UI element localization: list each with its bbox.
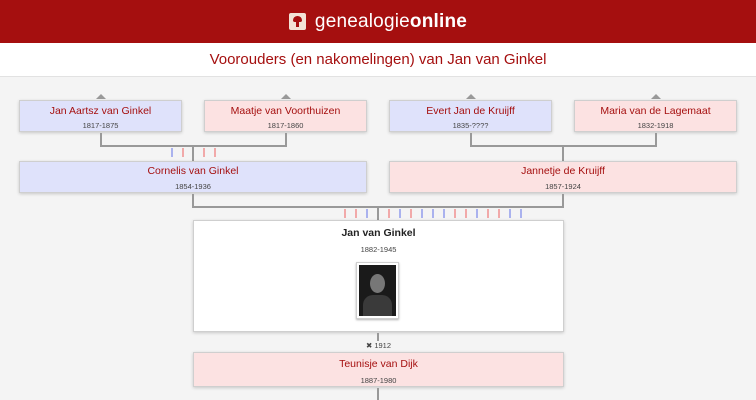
tree-icon bbox=[289, 13, 306, 30]
sibling-marker[interactable] bbox=[366, 209, 368, 218]
sibling-marker[interactable] bbox=[355, 209, 357, 218]
sibling-marker[interactable] bbox=[182, 148, 184, 157]
person-dates: 1882-1945 bbox=[360, 245, 397, 254]
page-title: Voorouders (en nakomelingen) van Jan van Ginkel bbox=[209, 51, 547, 68]
ancestor-card[interactable] bbox=[389, 100, 552, 132]
spouse-card[interactable] bbox=[193, 352, 564, 387]
parent-dates: 1854-1936 bbox=[175, 182, 211, 191]
sibling-marker[interactable] bbox=[454, 209, 456, 218]
ancestor-dates: 1817-1860 bbox=[267, 121, 304, 130]
tree-connector bbox=[562, 146, 564, 161]
site-logo[interactable] bbox=[289, 11, 467, 33]
ancestor-card[interactable] bbox=[204, 100, 367, 132]
sibling-marker[interactable] bbox=[443, 209, 445, 218]
ancestor-card[interactable] bbox=[19, 100, 182, 132]
portrait-body bbox=[363, 295, 392, 316]
sibling-marker[interactable] bbox=[432, 209, 434, 218]
sibling-marker[interactable] bbox=[410, 209, 412, 218]
expand-ancestors-icon[interactable] bbox=[466, 94, 476, 99]
tree-connector bbox=[377, 388, 379, 400]
sibling-marker[interactable] bbox=[509, 209, 511, 218]
ancestor-dates: 1835-???? bbox=[452, 121, 489, 130]
sibling-marker[interactable] bbox=[476, 209, 478, 218]
ancestor-dates: 1817-1875 bbox=[82, 121, 119, 130]
sibling-marker[interactable] bbox=[388, 209, 390, 218]
sibling-marker[interactable] bbox=[203, 148, 205, 157]
ancestor-name[interactable]: Evert Jan de Kruijff bbox=[426, 105, 515, 117]
spouse-name[interactable]: Teunisje van Dijk bbox=[339, 358, 418, 370]
ancestor-name[interactable]: Maatje van Voorthuizen bbox=[230, 105, 341, 117]
sibling-marker[interactable] bbox=[214, 148, 216, 157]
spouse-dates: 1887-1980 bbox=[360, 376, 397, 385]
sibling-marker[interactable] bbox=[465, 209, 467, 218]
portrait-image bbox=[359, 265, 396, 316]
ancestor-name[interactable]: Jan Aartsz van Ginkel bbox=[49, 105, 152, 117]
sibling-marker[interactable] bbox=[498, 209, 500, 218]
parent-card[interactable] bbox=[19, 161, 367, 193]
ancestor-card[interactable] bbox=[574, 100, 737, 132]
marriage-info bbox=[193, 341, 564, 350]
parent-name[interactable]: Cornelis van Ginkel bbox=[147, 165, 239, 177]
person-photo[interactable] bbox=[356, 262, 399, 319]
parent-name[interactable]: Jannetje de Kruijff bbox=[521, 165, 605, 177]
sibling-marker[interactable] bbox=[344, 209, 346, 218]
portrait-head bbox=[370, 274, 385, 293]
expand-ancestors-icon[interactable] bbox=[651, 94, 661, 99]
tree-connector bbox=[377, 333, 379, 341]
sibling-marker[interactable] bbox=[520, 209, 522, 218]
focus-person-card[interactable] bbox=[193, 220, 564, 332]
title-bar bbox=[0, 43, 756, 77]
site-header bbox=[0, 0, 756, 43]
sibling-marker[interactable] bbox=[421, 209, 423, 218]
expand-ancestors-icon[interactable] bbox=[96, 94, 106, 99]
tree-connector bbox=[192, 146, 194, 161]
sibling-marker[interactable] bbox=[399, 209, 401, 218]
marriage-year: 1912 bbox=[374, 341, 392, 350]
parent-card[interactable] bbox=[389, 161, 737, 193]
person-name[interactable]: Jan van Ginkel bbox=[341, 227, 416, 239]
expand-ancestors-icon[interactable] bbox=[281, 94, 291, 99]
parent-dates: 1857-1924 bbox=[545, 182, 581, 191]
brand-name: genealogieonline bbox=[314, 10, 468, 32]
ancestor-name[interactable]: Maria van de Lagemaat bbox=[600, 105, 711, 117]
marriage-icon: ✖ bbox=[365, 341, 373, 350]
ancestor-dates: 1832-1918 bbox=[637, 121, 674, 130]
sibling-marker[interactable] bbox=[171, 148, 173, 157]
tree-connector bbox=[377, 207, 379, 220]
sibling-marker[interactable] bbox=[487, 209, 489, 218]
